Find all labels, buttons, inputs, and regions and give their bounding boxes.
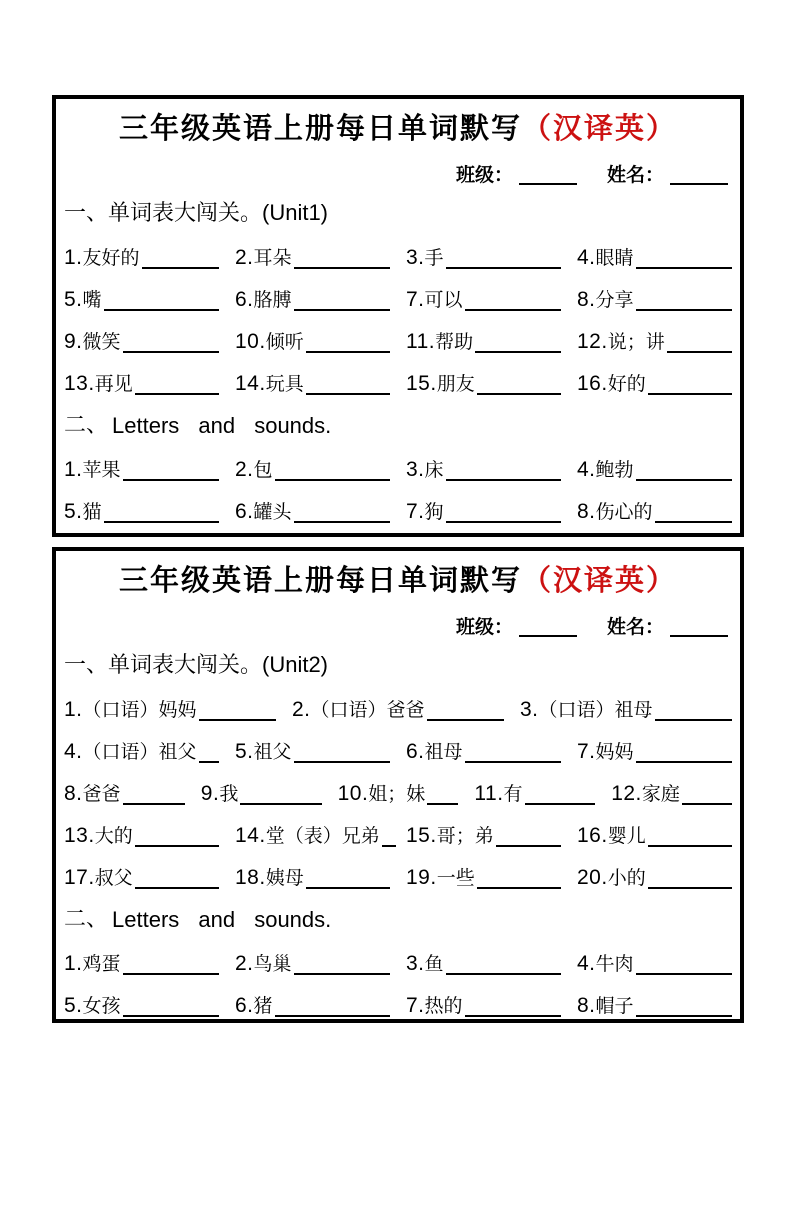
sheet-title-text: 三年级英语上册每日单词默写	[118, 113, 522, 145]
word-item	[577, 863, 732, 890]
item-number: 4.	[577, 458, 596, 481]
word-item	[406, 327, 561, 354]
word-item	[64, 455, 219, 482]
item-number: 16.	[577, 372, 608, 395]
item-label: 包	[253, 460, 273, 481]
item-label: 爸爸	[82, 784, 121, 805]
item-label: 牛肉	[595, 954, 634, 975]
word-item	[520, 695, 732, 722]
section2-heading	[64, 897, 732, 941]
item-label: 哥；弟	[436, 826, 494, 847]
item-number: 7.	[577, 740, 596, 763]
item-label: 鱼	[424, 954, 444, 975]
answer-blank	[123, 971, 219, 975]
class-blank	[519, 181, 577, 185]
word-list-section	[64, 235, 732, 403]
word-item	[406, 821, 561, 848]
word-row	[64, 855, 732, 897]
word-row	[64, 447, 732, 489]
item-number: 4.	[64, 740, 83, 763]
section2-heading-text: Letters and sounds.	[112, 907, 332, 932]
item-label: 热的	[424, 996, 463, 1017]
answer-blank	[142, 265, 219, 269]
answer-blank	[104, 307, 219, 311]
word-row	[64, 361, 732, 403]
student-info-line	[64, 609, 732, 643]
item-label: 鲍勃	[595, 460, 634, 481]
item-label: 家庭	[641, 784, 680, 805]
answer-blank	[636, 759, 732, 763]
section2-heading	[64, 403, 732, 447]
word-item	[406, 497, 561, 524]
item-label: 胳膊	[253, 290, 292, 311]
item-label: （口语）妈妈	[82, 700, 197, 721]
answer-blank	[655, 519, 732, 523]
answer-blank	[275, 1013, 390, 1017]
word-item	[611, 779, 732, 806]
word-item	[292, 695, 504, 722]
item-label: 手	[424, 248, 444, 269]
item-label: 眼睛	[595, 248, 634, 269]
item-number: 7.	[406, 288, 425, 311]
item-number: 1.	[64, 246, 83, 269]
student-info-line	[64, 157, 732, 191]
answer-blank	[648, 843, 732, 847]
item-label: 苹果	[82, 460, 121, 481]
word-item	[406, 991, 561, 1018]
word-item	[235, 497, 390, 524]
answer-blank	[135, 885, 219, 889]
item-label: 姨母	[265, 868, 304, 889]
answer-blank	[636, 307, 732, 311]
word-item	[64, 243, 219, 270]
class-label: 班级：	[455, 165, 513, 186]
item-number: 10.	[235, 330, 266, 353]
item-number: 6.	[235, 288, 254, 311]
item-number: 3.	[406, 458, 425, 481]
answer-blank	[382, 843, 396, 847]
item-number: 15.	[406, 372, 437, 395]
class-label: 班级：	[455, 617, 513, 638]
answer-blank	[294, 265, 390, 269]
answer-blank	[446, 477, 561, 481]
item-label: 友好的	[82, 248, 140, 269]
word-list-section	[64, 687, 732, 897]
answer-blank	[465, 307, 561, 311]
word-item	[406, 369, 561, 396]
item-number: 12.	[611, 782, 642, 805]
word-item	[235, 285, 390, 312]
word-item	[235, 327, 390, 354]
item-label: 罐头	[253, 502, 292, 523]
word-item	[235, 949, 390, 976]
item-number: 2.	[292, 698, 311, 721]
name-label: 姓名：	[606, 617, 664, 638]
section2-prefix: 二、	[64, 906, 109, 931]
item-number: 20.	[577, 866, 608, 889]
answer-blank	[240, 801, 321, 805]
item-number: 8.	[577, 500, 596, 523]
item-label: 朋友	[436, 374, 475, 395]
item-number: 11.	[406, 330, 436, 353]
item-label: （口语）祖母	[538, 700, 653, 721]
item-label: 可以	[424, 290, 463, 311]
item-number: 8.	[577, 994, 596, 1017]
item-number: 12.	[577, 330, 608, 353]
letters-sounds-section	[64, 447, 732, 531]
item-label: 微笑	[82, 332, 121, 353]
word-row	[64, 813, 732, 855]
word-row	[64, 983, 732, 1023]
answer-blank	[446, 265, 561, 269]
word-item	[577, 369, 732, 396]
item-label: （口语）爸爸	[310, 700, 425, 721]
item-label: 好的	[607, 374, 646, 395]
item-number: 2.	[235, 458, 254, 481]
word-item	[201, 779, 322, 806]
item-number: 1.	[64, 698, 83, 721]
item-number: 14.	[235, 824, 266, 847]
word-row	[64, 489, 732, 531]
item-label: 鸡蛋	[82, 954, 121, 975]
answer-blank	[294, 971, 390, 975]
word-item	[64, 821, 219, 848]
item-label: 猪	[253, 996, 273, 1017]
answer-blank	[199, 759, 219, 763]
answer-blank	[636, 1013, 732, 1017]
word-item	[64, 497, 219, 524]
item-label: 再见	[94, 374, 133, 395]
sheet-title-text: 三年级英语上册每日单词默写	[118, 565, 522, 597]
sheet-title	[64, 107, 732, 157]
item-label: 姐；妹	[368, 784, 426, 805]
answer-blank	[446, 971, 561, 975]
answer-blank	[275, 477, 390, 481]
answer-blank	[427, 801, 458, 805]
item-label: 祖父	[253, 742, 292, 763]
item-number: 5.	[235, 740, 254, 763]
item-label: 狗	[424, 502, 444, 523]
item-label: 堂（表）兄弟	[265, 826, 380, 847]
answer-blank	[294, 519, 390, 523]
item-label: 倾听	[265, 332, 304, 353]
item-number: 3.	[406, 952, 425, 975]
word-item	[406, 863, 561, 890]
class-blank	[519, 633, 577, 637]
word-item	[577, 455, 732, 482]
section1-heading	[64, 191, 732, 235]
word-row	[64, 771, 732, 813]
word-item	[474, 779, 595, 806]
item-number: 6.	[406, 740, 425, 763]
word-item	[577, 497, 732, 524]
answer-blank	[465, 759, 561, 763]
answer-blank	[306, 349, 390, 353]
word-item	[235, 991, 390, 1018]
answer-blank	[123, 801, 185, 805]
item-label: 叔父	[94, 868, 133, 889]
word-item	[577, 737, 732, 764]
item-label: 一些	[436, 868, 475, 889]
word-item	[338, 779, 459, 806]
item-label: 有	[503, 784, 523, 805]
title-translation-tag: （汉译英）	[522, 565, 678, 597]
sheet-title	[64, 559, 732, 609]
word-item	[64, 327, 219, 354]
item-number: 5.	[64, 500, 83, 523]
section1-heading-text: 一、单词表大闯关。(Unit1)	[64, 200, 329, 225]
item-label: 婴儿	[607, 826, 646, 847]
word-item	[577, 243, 732, 270]
item-number: 10.	[337, 782, 369, 805]
word-item	[64, 991, 219, 1018]
answer-blank	[465, 1013, 561, 1017]
answer-blank	[475, 349, 561, 353]
item-label: 大的	[94, 826, 133, 847]
section2-heading-text: Letters and sounds.	[112, 413, 332, 438]
answer-blank	[427, 717, 504, 721]
answer-blank	[104, 519, 219, 523]
item-label: 小的	[607, 868, 646, 889]
item-number: 14.	[235, 372, 266, 395]
word-item	[64, 285, 219, 312]
item-label: 鸟巢	[253, 954, 292, 975]
item-number: 6.	[235, 500, 254, 523]
item-label: 妈妈	[595, 742, 634, 763]
section2-prefix: 二、	[64, 412, 109, 437]
word-item	[64, 737, 219, 764]
word-row	[64, 941, 732, 983]
item-number: 4.	[577, 952, 596, 975]
item-number: 19.	[406, 866, 437, 889]
item-label: 分享	[595, 290, 634, 311]
section1-heading-text: 一、单词表大闯关。(Unit2)	[64, 652, 329, 677]
word-item	[64, 779, 185, 806]
item-number: 7.	[406, 994, 425, 1017]
item-number: 16.	[577, 824, 608, 847]
item-number: 13.	[64, 824, 95, 847]
item-number: 5.	[64, 288, 83, 311]
answer-blank	[199, 717, 276, 721]
item-number: 9.	[64, 330, 83, 353]
word-item	[406, 737, 561, 764]
item-label: 帮助	[435, 332, 474, 353]
answer-blank	[477, 885, 561, 889]
answer-blank	[636, 265, 732, 269]
word-item	[64, 949, 219, 976]
word-item	[577, 991, 732, 1018]
section1-heading	[64, 643, 732, 687]
word-item	[235, 821, 390, 848]
item-number: 8.	[577, 288, 596, 311]
item-number: 5.	[64, 994, 83, 1017]
word-item	[235, 863, 390, 890]
word-item	[577, 821, 732, 848]
answer-blank	[648, 391, 732, 395]
item-label: 祖母	[424, 742, 463, 763]
name-blank	[670, 181, 728, 185]
answer-blank	[123, 349, 219, 353]
word-item	[406, 455, 561, 482]
item-number: 1.	[64, 458, 83, 481]
word-item	[235, 455, 390, 482]
answer-blank	[682, 801, 732, 805]
word-item	[64, 369, 219, 396]
item-number: 3.	[520, 698, 539, 721]
item-number: 3.	[406, 246, 425, 269]
item-label: 我	[219, 784, 239, 805]
item-number: 2.	[235, 246, 254, 269]
word-item	[577, 327, 732, 354]
word-item	[406, 285, 561, 312]
item-number: 18.	[235, 866, 266, 889]
answer-blank	[123, 1013, 219, 1017]
item-label: 说；讲	[607, 332, 665, 353]
item-number: 13.	[64, 372, 95, 395]
word-item	[577, 949, 732, 976]
item-number: 2.	[235, 952, 254, 975]
answer-blank	[135, 843, 219, 847]
item-number: 11.	[474, 782, 504, 805]
word-row	[64, 277, 732, 319]
answer-blank	[667, 349, 732, 353]
item-label: 玩具	[265, 374, 304, 395]
item-number: 17.	[64, 866, 95, 889]
word-item	[577, 285, 732, 312]
item-number: 8.	[64, 782, 83, 805]
item-label: 帽子	[595, 996, 634, 1017]
answer-blank	[496, 843, 561, 847]
answer-blank	[655, 717, 732, 721]
word-item	[406, 243, 561, 270]
item-number: 9.	[200, 782, 220, 805]
answer-blank	[135, 391, 219, 395]
word-item	[235, 369, 390, 396]
letters-sounds-section	[64, 941, 732, 1023]
word-row	[64, 235, 732, 277]
answer-blank	[306, 885, 390, 889]
answer-blank	[525, 801, 596, 805]
name-blank	[670, 633, 728, 637]
answer-blank	[648, 885, 732, 889]
word-row	[64, 729, 732, 771]
answer-blank	[446, 519, 561, 523]
item-label: 女孩	[82, 996, 121, 1017]
answer-blank	[294, 759, 390, 763]
word-item	[406, 949, 561, 976]
word-item	[64, 695, 276, 722]
item-number: 15.	[406, 824, 437, 847]
word-item	[64, 863, 219, 890]
word-item	[235, 243, 390, 270]
item-number: 1.	[64, 952, 83, 975]
item-number: 7.	[406, 500, 425, 523]
answer-blank	[477, 391, 561, 395]
item-label: 猫	[82, 502, 102, 523]
answer-blank	[306, 391, 390, 395]
answer-blank	[636, 971, 732, 975]
item-number: 4.	[577, 246, 596, 269]
answer-blank	[636, 477, 732, 481]
name-label: 姓名：	[606, 165, 664, 186]
title-translation-tag: （汉译英）	[522, 113, 678, 145]
worksheet-unit2	[52, 547, 744, 1023]
word-item	[235, 737, 390, 764]
item-label: 伤心的	[595, 502, 653, 523]
item-number: 6.	[235, 994, 254, 1017]
answer-blank	[123, 477, 219, 481]
item-label: （口语）祖父	[82, 742, 197, 763]
word-row	[64, 687, 732, 729]
worksheet-unit1	[52, 95, 744, 537]
item-label: 嘴	[82, 290, 102, 311]
answer-blank	[294, 307, 390, 311]
item-label: 床	[424, 460, 444, 481]
word-row	[64, 319, 732, 361]
item-label: 耳朵	[253, 248, 292, 269]
